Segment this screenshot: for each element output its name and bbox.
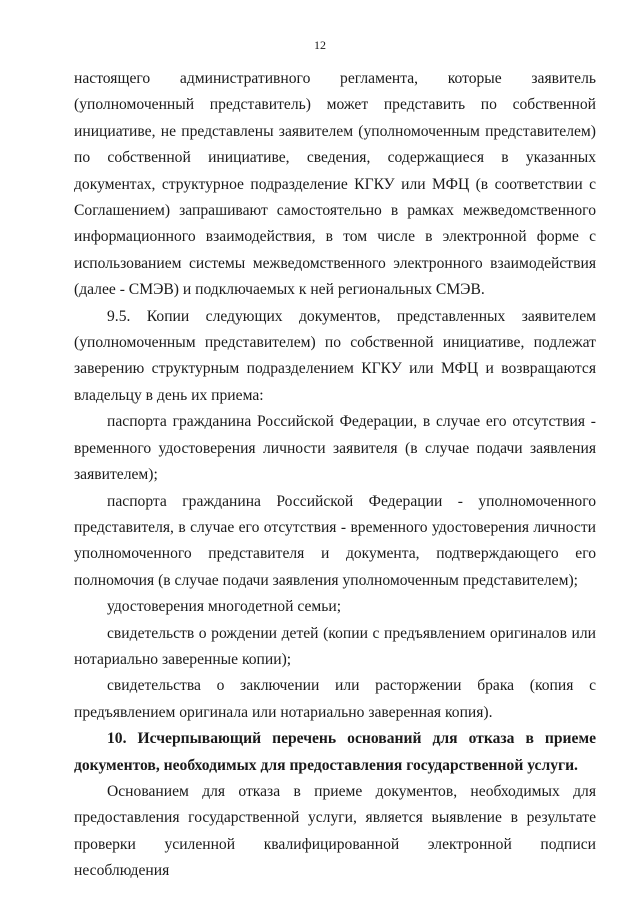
page-number: 12 [314, 38, 326, 52]
document-body [74, 66, 596, 885]
paragraph-9-5: 9.5. Копии следующих документов, представленных заявителем (уполномоченным представителем) по собственной инициативе, подлежат заверению структурным подразделением КГКУ или МФЦ и возвращаются владельцу в день их приема: [74, 307, 596, 404]
paragraph-continuation: настоящего административного регламента, которые заявитель (уполномоченный представитель) может представить по собственной инициативе, не представлены заявителем (уполномоченным представителем) по собственной инициативе, сведения, содержащиеся в указанных документах, структурное подразделение КГКУ или МФЦ (в соответствии с Соглашением) запрашивают самостоятельно в рамках межведомственного информационного взаимодействия, в том числе в электронной форме с использованием системы межведомственного электронного взаимодействия (далее - СМЭВ) и подключаемых к ней региональных СМЭВ. [74, 70, 596, 299]
list-item-passport-applicant: паспорта гражданина Российской Федерации, в случае его отсутствия - временного удостоверения личности заявителя (в случае подачи заявления заявителем); [74, 413, 596, 484]
section-heading-10: 10. Исчерпывающий перечень оснований для отказа в приеме документов, необходимых для предоставления государственной услуги. [74, 730, 596, 774]
list-item-birth-certificates: свидетельств о рождении детей (копии с предъявлением оригиналов или нотариально заверенные копии); [74, 624, 596, 668]
list-item-passport-representative: паспорта гражданина Российской Федерации - уполномоченного представителя, в случае его отсутствия - временного удостоверения личности уполномоченного представителя и документа, подтверждающего его полномочия (в случае подачи заявления уполномоченным представителем); [74, 492, 596, 589]
list-item-large-family-certificate: удостоверения многодетной семьи; [107, 598, 342, 616]
list-item-marriage-certificate: свидетельства о заключении или расторжении брака (копия с предъявлением оригинала или нотариально заверенная копия). [74, 677, 596, 721]
paragraph-refusal-grounds: Основанием для отказа в приеме документов, необходимых для предоставления государственной услуги, является выявление в результате проверки усиленной квалифицированной электронной подписи несоблюдения [74, 782, 596, 880]
